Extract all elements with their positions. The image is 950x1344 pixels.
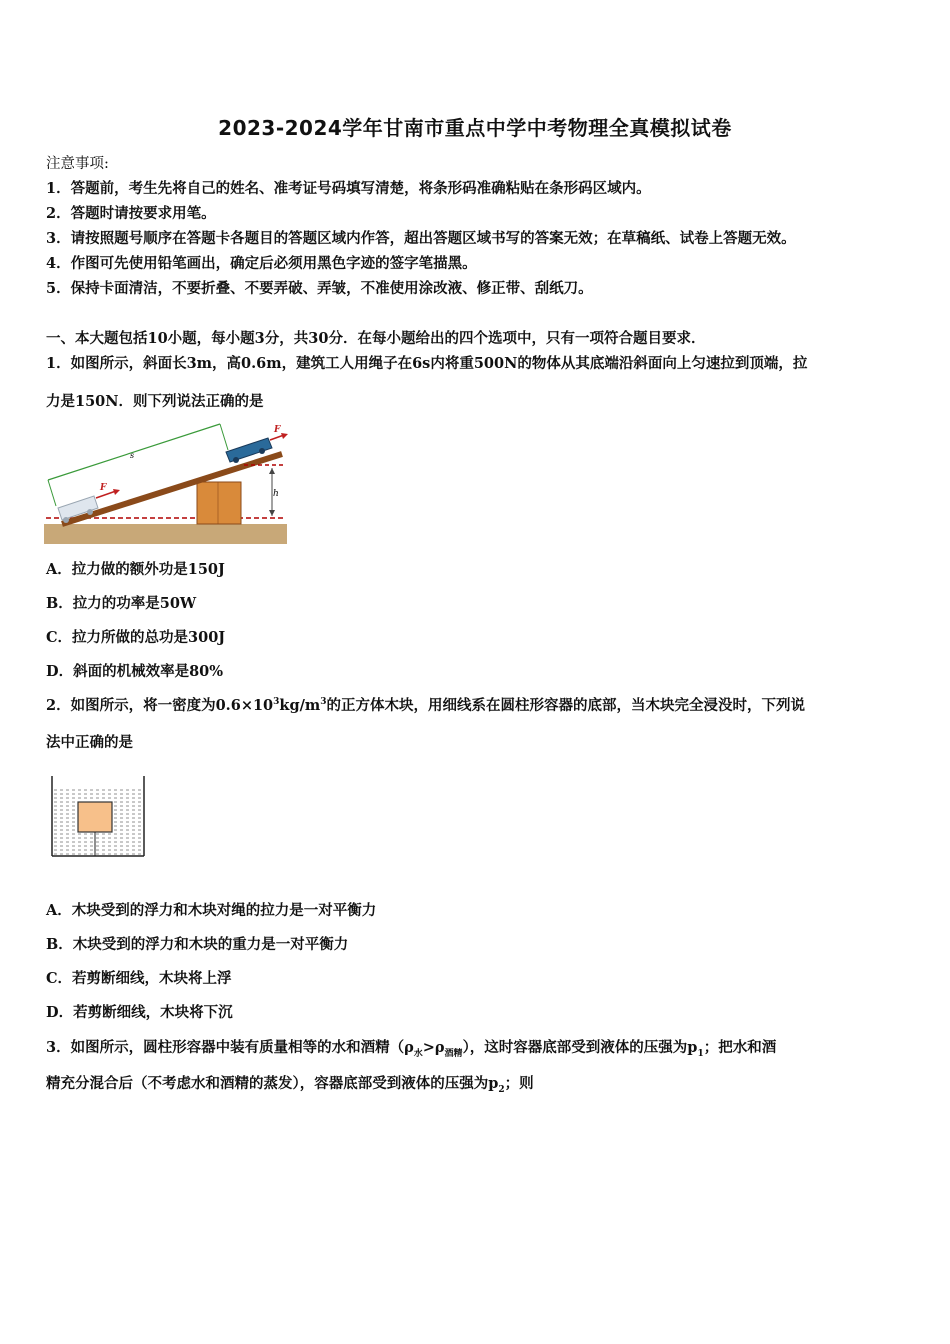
svg-text:F: F — [274, 425, 281, 435]
notice-item-1: 1．答题前，考生先将自己的姓名、准考证号码填写清楚，将条形码准确粘贴在条形码区域内。 — [46, 180, 651, 197]
support-block — [197, 482, 241, 524]
notice-heading: 注意事项: — [46, 156, 109, 172]
q2-option-c: C．若剪断细线，木块将上浮 — [46, 970, 232, 987]
page-title: 2023-2024学年甘南市重点中学中考物理全真模拟试卷 — [218, 116, 732, 140]
q1-option-a: A．拉力做的额外功是150J — [46, 561, 225, 578]
ground — [44, 524, 287, 544]
incline-figure — [44, 420, 290, 546]
q2-stem-line1: 2．如图所示，将一密度为$0.6\times 10^3kg/m^3$的正方体木块，用细线系在圆柱形容器的底部，当木块完全浸没时，下列说 — [46, 697, 806, 714]
container-figure — [48, 772, 148, 860]
q2-stem-line2: 法中正确的是 — [46, 734, 133, 751]
notice-item-4: 4．作图可先使用铅笔画出，确定后必须用黑色字迹的签字笔描黑。 — [46, 255, 477, 272]
q1-option-d: D．斜面的机械效率是80% — [46, 663, 224, 680]
wood-block — [78, 802, 112, 832]
q3-stem-line2: 精充分混合后（不考虑水和酒精的蒸发），容器底部受到液体的压强为$p_2$；则 — [46, 1075, 534, 1095]
q1-option-c: C．拉力所做的总功是300J — [46, 629, 226, 646]
notice-item-3: 3．请按照题号顺序在答题卡各题目的答题区域内作答，超出答题区域书写的答案无效；在草稿纸、试卷上答题无效。 — [46, 230, 796, 247]
svg-text:F: F — [100, 483, 107, 493]
notice-item-5: 5．保持卡面清洁，不要折叠、不要弄破、弄皱，不准使用涂改液、修正带、刮纸刀。 — [46, 280, 593, 297]
q3-stem-line1: 3．如图所示，圆柱形容器中装有质量相等的水和酒精$(\rho_水>\rho_{酒精})$，这时容器底部受到液体的压强为$p_1$；把水和酒 — [46, 1039, 777, 1059]
q2-option-b: B．木块受到的浮力和木块的重力是一对平衡力 — [46, 936, 349, 953]
q1-stem-line2: 力是150N．则下列说法正确的是 — [46, 393, 264, 410]
q1-option-b: B．拉力的功率是50W — [46, 595, 197, 612]
q1-stem-line1: 1．如图所示，斜面长3m，高0.6m，建筑工人用绳子在6s内将重500N的物体从其底端沿斜面向上匀速拉到顶端，拉 — [46, 355, 808, 372]
q2-option-a: A．木块受到的浮力和木块对绳的拉力是一对平衡力 — [46, 902, 377, 919]
length-label: s — [130, 451, 135, 460]
notice-item-2: 2．答题时请按要求用笔。 — [46, 205, 216, 222]
force-arrow-top — [270, 435, 284, 440]
q2-option-d: D．若剪断细线，木块将下沉 — [46, 1004, 233, 1021]
section-heading: 一、本大题包括10小题，每小题3分，共30分．在每小题给出的四个选项中，只有一项符合题目要求． — [46, 330, 706, 347]
height-label: h — [273, 489, 279, 499]
